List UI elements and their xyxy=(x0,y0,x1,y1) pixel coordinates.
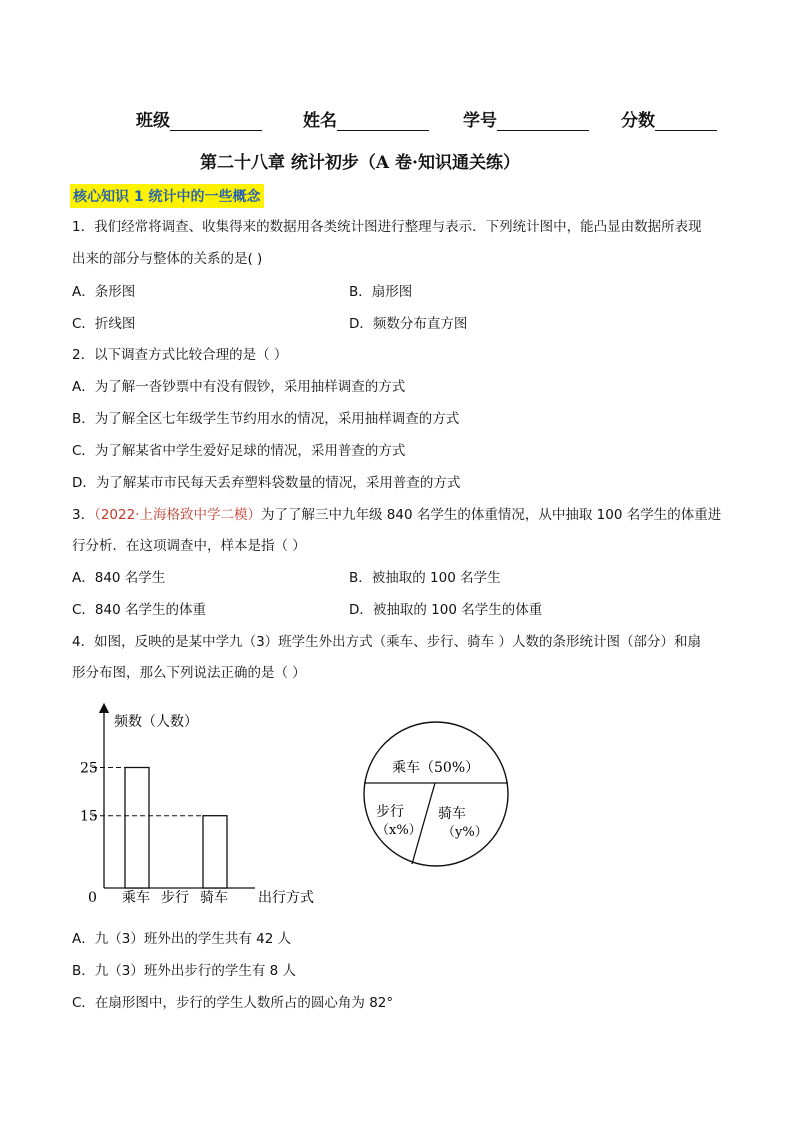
q4-stem-line2: 形分布图，那么下列说法正确的是（ ） xyxy=(72,665,306,681)
pie-chart xyxy=(360,718,512,870)
id-blank[interactable] xyxy=(497,114,589,131)
q4-stem-line1: 4．如图，反映的是某中学九（3）班学生外出方式（乘车、步行、骑车 ）人数的条形统计图（部分）和扇 xyxy=(72,634,701,650)
slice-label-bike: 骑车 xyxy=(438,806,466,822)
q3-stem-line2: 行分析．在这项调查中，样本是指（ ） xyxy=(72,538,306,554)
bar-0 xyxy=(125,768,149,889)
slice-sub-walk: （x%） xyxy=(376,823,422,838)
x-tick-label-2: 骑车 xyxy=(200,890,228,906)
origin-label: 0 xyxy=(88,890,97,906)
q1-option-a[interactable]: A．条形图 xyxy=(72,284,136,300)
class-field xyxy=(136,106,262,131)
q1-stem-line1: 1．我们经常将调查、收集得来的数据用各类统计图进行整理与表示．下列统计图中，能凸显由数据所表现 xyxy=(72,219,702,235)
y-tick-label-1: 15 xyxy=(80,808,98,825)
slice-label-walk: 步行 xyxy=(376,804,404,820)
x-tick-label-0: 乘车 xyxy=(122,890,150,906)
section-heading: 核心知识 1 统计中的一些概念 xyxy=(70,184,264,208)
q3-option-d[interactable]: D．被抽取的 100 名学生的体重 xyxy=(349,602,543,618)
score-field xyxy=(621,106,717,131)
slice-sub-bike: （y%） xyxy=(442,825,488,840)
q2-option-b[interactable]: B．为了解全区七年级学生节约用水的情况，采用抽样调查的方式 xyxy=(72,411,460,427)
q4-option-c[interactable]: C．在扇形图中，步行的学生人数所占的圆心角为 82° xyxy=(72,995,394,1011)
bar-2 xyxy=(203,816,227,888)
pie-outline xyxy=(364,722,508,866)
q1-stem-line2: 出来的部分与整体的关系的是( ) xyxy=(72,251,263,267)
id-field xyxy=(463,106,589,131)
y-tick-label-0: 25 xyxy=(80,760,98,777)
q1-option-d[interactable]: D．频数分布直方图 xyxy=(349,316,468,332)
q4-option-a[interactable]: A．九（3）班外出的学生共有 42 人 xyxy=(72,931,292,947)
y-axis-title: 频数（人数） xyxy=(114,714,198,730)
id-label: 学号 xyxy=(463,111,497,131)
q2-option-d[interactable]: D．为了解某市市民每天丢弃塑料袋数量的情况，采用普查的方式 xyxy=(72,475,461,491)
q2-stem: 2．以下调查方式比较合理的是（ ） xyxy=(72,347,288,363)
slice-label-ride: 乘车（50%） xyxy=(392,760,480,776)
q3-stem-line1 xyxy=(72,506,721,524)
q2-option-a[interactable]: A．为了解一沓钞票中有没有假钞，采用抽样调查的方式 xyxy=(72,379,406,395)
name-label: 姓名 xyxy=(303,111,337,131)
q1-option-c[interactable]: C．折线图 xyxy=(72,316,136,332)
x-tick-label-1: 步行 xyxy=(161,890,189,906)
q3-stem-rest: 为了了解三中九年级 840 名学生的体重情况，从中抽取 100 名学生的体重进 xyxy=(261,507,722,523)
x-axis-title: 出行方式 xyxy=(258,890,314,906)
q3-option-c[interactable]: C．840 名学生的体重 xyxy=(72,602,206,618)
q3-number: 3． xyxy=(72,507,95,523)
q3-option-b[interactable]: B．被抽取的 100 名学生 xyxy=(349,570,501,586)
class-blank[interactable] xyxy=(170,114,262,131)
score-label: 分数 xyxy=(621,111,655,131)
class-label: 班级 xyxy=(136,111,170,131)
page-title: 第二十八章 统计初步（A 卷·知识通关练） xyxy=(200,153,520,173)
bar-group xyxy=(125,768,227,889)
score-blank[interactable] xyxy=(655,114,717,131)
q3-source: （2022·上海格致中学二模） xyxy=(94,507,261,523)
q1-option-b[interactable]: B．扇形图 xyxy=(349,284,413,300)
bar-chart xyxy=(70,700,340,915)
q4-option-b[interactable]: B．九（3）班外出步行的学生有 8 人 xyxy=(72,963,297,979)
name-field xyxy=(303,106,429,131)
q2-option-c[interactable]: C．为了解某省中学生爱好足球的情况，采用普查的方式 xyxy=(72,443,406,459)
q3-option-a[interactable]: A．840 名学生 xyxy=(72,570,166,586)
name-blank[interactable] xyxy=(337,114,429,131)
